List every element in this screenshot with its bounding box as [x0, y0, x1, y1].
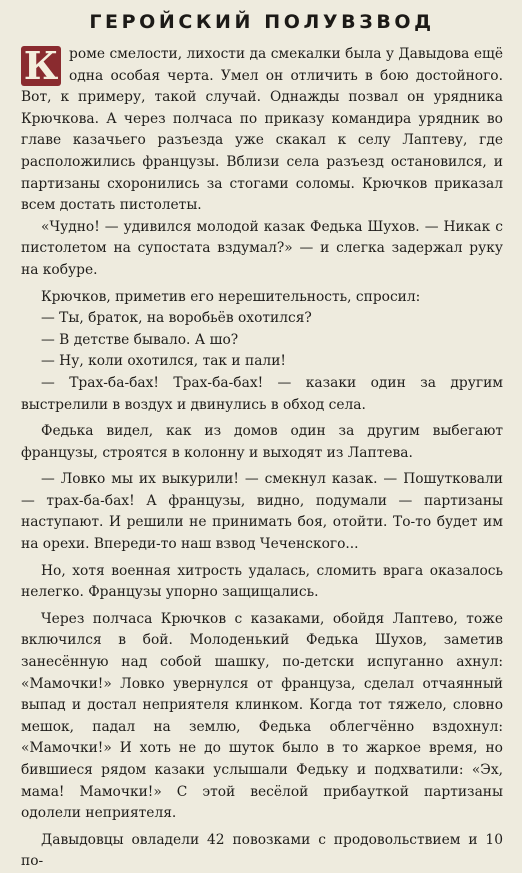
- paragraph-1: [21, 44, 503, 217]
- paragraph-3: Крючков, приметив его нерешительность, спросил:: [41, 288, 421, 305]
- drop-cap-initial: [21, 43, 63, 88]
- paragraph-4: — Ты, браток, на воробьёв охотился?: [41, 310, 312, 327]
- drop-cap-letter: К: [23, 43, 59, 88]
- paragraph-5: — В детстве бывало. А шо?: [41, 331, 239, 348]
- paragraph-10: Но, хотя военная хитрость удалась, сломить врага оказалось нелегко. Французы упорно защищались.: [21, 562, 503, 601]
- paragraph-6: — Ну, коли охотился, так и пали!: [41, 353, 286, 370]
- paragraph-7: — Трах-ба-бах! Трах-ба-бах! — казаки один за другим выстрелили в воздух и двинулись в обход села.: [21, 374, 503, 413]
- paragraph-9: — Ловко мы их выкурили! — смекнул казак. — Пошутковали — трах-ба-бах! А французы, видно, подумали — партизаны наступают. И решили не принимать боя, отойти. То-то будет им на орехи. Впереди-то наш взвод Чеченского...: [21, 471, 503, 553]
- paragraph-12: Давыдовцы овладели 42 повозками с продовольствием и 10 по-: [21, 831, 503, 870]
- paragraph-11: Через полчаса Крючков с казаками, обойдя Лаптево, тоже включился в бой. Молоденький Федька Шухов, заметив занесённую над собой шашку, по-детски испуганно ахнул: «Мамочки!» Ловко увернулся от француза, сделал отчаянный выпад и достал неприятеля клинком. Когда тот тяжело, словно мешок, падал на землю, Федька облегчённо вздохнул: «Мамочки!» И хоть не до шуток было в то жаркое время, но бившиеся рядом казаки услышали Федьку и подхватили: «Эх, мама! Мамочки!» С этой весёлой прибауткой партизаны одолели неприятеля.: [21, 610, 503, 822]
- paragraph-text: роме смелости, лихости да смекалки была у Давыдова ещё одна особая черта. Умел он отличить в бою достойного. Вот, к примеру, такой случай. Однажды позвал он урядника Крючкова. А через полчаса по приказу командира урядник во главе казачьего разъезда уже скакал к селу Лаптеву, где расположились французы. Вблизи села разъезд остановился, и партизаны схоронились за стогами соломы. Крючков приказал всем достать пистолеты.: [21, 46, 503, 214]
- paragraph-2: «Чудно! — удивился молодой казак Федька Шухов. — Никак с пистолетом на супостата вздумал?» — и слегка задержал руку на кобуре.: [21, 218, 503, 278]
- chapter-text: [21, 44, 503, 873]
- chapter-title: ГЕРОЙСКИЙ ПОЛУВЗВОД: [89, 11, 435, 33]
- paragraph-8: Федька видел, как из домов один за другим выбегают французы, строятся в колонну и выходят из Лаптева.: [21, 423, 503, 461]
